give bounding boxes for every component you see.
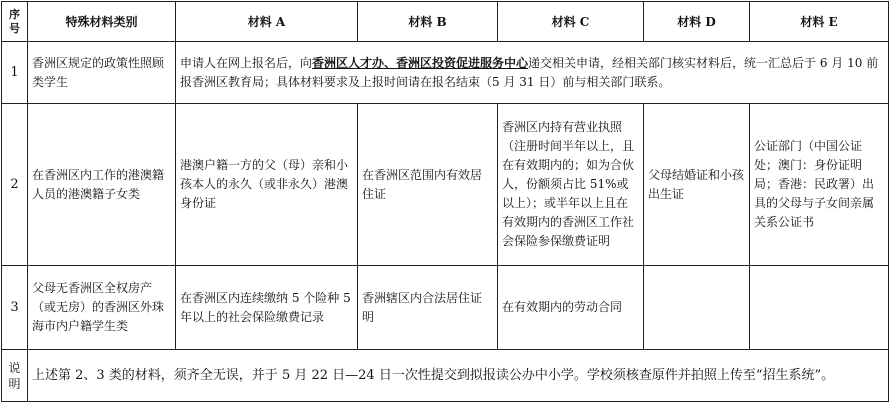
cell-material-e: 公证部门（中国公证处；澳门：身份证明局；香港：民政署）出具的父母与子女间亲属关系公证书: [750, 104, 889, 266]
cell-material-d: 父母结婚证和小孩出生证: [644, 104, 750, 266]
cell-material-d: [644, 266, 750, 350]
cell-material-c: 在有效期内的劳动合同: [498, 266, 644, 350]
header-index: 序号: [2, 2, 28, 42]
merged-text-post: 递交相关申请，经相关部门核实材料后，统一汇总后于 6 月 10 前报香洲区教育局；具体材料要求及上报时间请在报名结束（5 月 31 日）前与相关部门联系。: [180, 55, 879, 89]
table-row: [2, 104, 889, 266]
merged-text-pre: 申请人在网上报名后，向: [180, 55, 313, 70]
row-category: 父母无香洲区全权房产（或无房）的香洲区外珠海市内户籍学生类: [28, 266, 176, 350]
row-index: 2: [2, 104, 28, 266]
table-row: [2, 266, 889, 350]
header-row: [2, 2, 889, 42]
note-text: 上述第 2、3 类的材料，须齐全无误，并于 5 月 22 日—24 日一次性提交到拟报读公办中小学。学校须核查原件并拍照上传至“招生系统”。: [28, 350, 889, 402]
cell-material-a: 在香洲区内连续缴纳 5 个险种 5 年以上的社会保险缴费记录: [176, 266, 358, 350]
cell-material-c: 香洲区内持有营业执照（注册时间半年以上，且在有效期内的；如为合伙人，份额须占比 51%或以上）；或半年以上且在有效期内的香洲区工作社会保险参保缴费证明: [498, 104, 644, 266]
row-index: 3: [2, 266, 28, 350]
note-row: [2, 350, 889, 402]
cell-material-e: [750, 266, 889, 350]
header-material-e: 材料 E: [750, 2, 889, 42]
cell-material-a: 港澳户籍一方的父（母）亲和小孩本人的永久（或非永久）港澳身份证: [176, 104, 358, 266]
row-merged-materials: [176, 42, 889, 104]
header-category: 特殊材料类别: [28, 2, 176, 42]
header-material-a: 材料 A: [176, 2, 358, 42]
table-row: [2, 42, 889, 104]
merged-text-highlight: 香洲区人才办、香洲区投资促进服务中心: [312, 55, 529, 70]
row-index: 1: [2, 42, 28, 104]
header-material-b: 材料 B: [358, 2, 498, 42]
row-category: 香洲区规定的政策性照顾类学生: [28, 42, 176, 104]
row-category: 在香洲区内工作的港澳籍人员的港澳籍子女类: [28, 104, 176, 266]
cell-material-b: 在香洲区范围内有效居住证: [358, 104, 498, 266]
header-material-c: 材料 C: [498, 2, 644, 42]
header-material-d: 材料 D: [644, 2, 750, 42]
document-page: [1, 1, 888, 418]
note-label: 说明: [2, 350, 28, 402]
cell-material-b: 香洲辖区内合法居住证明: [358, 266, 498, 350]
materials-table: [1, 1, 889, 402]
